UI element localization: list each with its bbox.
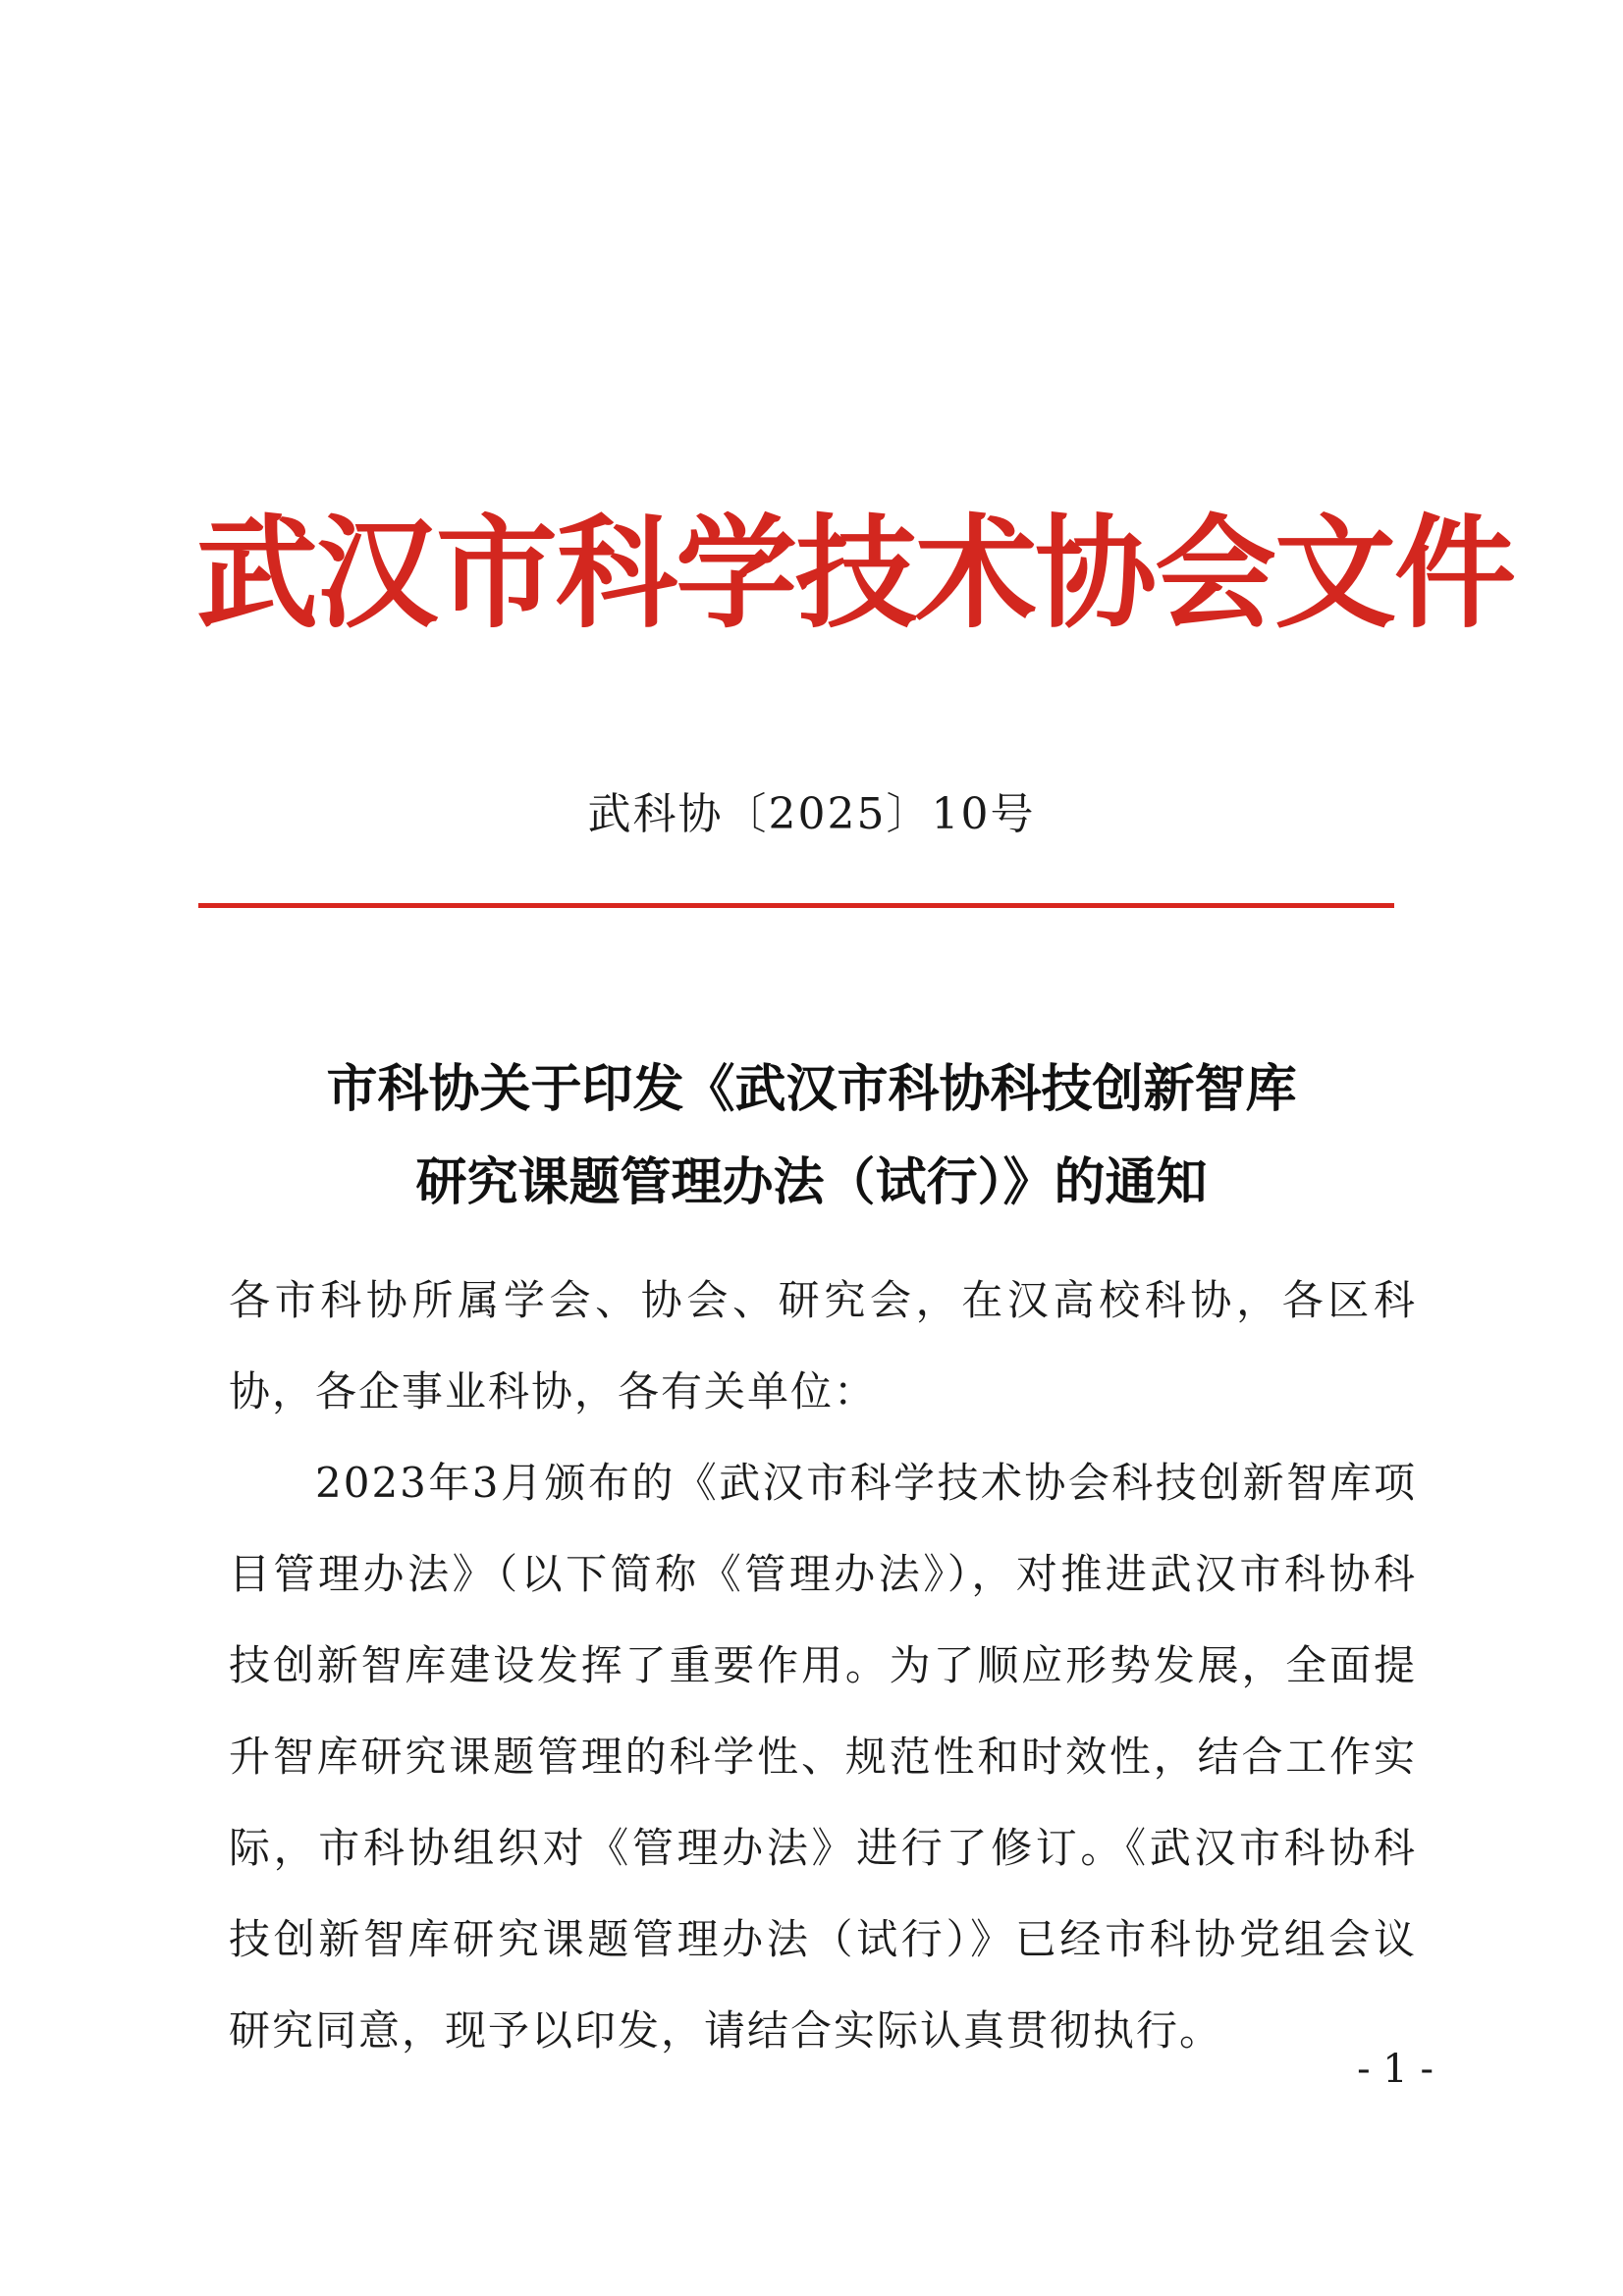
notice-body (229, 1255, 1417, 2076)
notice-title-line-2: 研究课题管理办法（试行）》的通知 (415, 1152, 1208, 1212)
document-number: 武科协〔2025〕10号 (587, 789, 1036, 839)
red-divider (198, 903, 1394, 908)
recipients-paragraph: 各市科协所属学会、协会、研究会，在汉高校科协，各区科协，各企事业科协，各有关单位： (229, 1276, 1417, 1415)
masthead-title: 武汉市科学技术协会文件 (196, 503, 1515, 645)
page-number: - 1 - (1357, 2047, 1434, 2092)
notice-title-line-1: 市科协关于印发《武汉市科协科技创新智库 (326, 1059, 1297, 1119)
notice-title (157, 1042, 1466, 1229)
body-paragraph-1: 2023年3月颁布的《武汉市科学技术协会科技创新智库项目管理办法》（以下简称《管理办法》），对推进武汉市科协科技创新智库建设发挥了重要作用。为了顺应形势发展，全面提升智库研究课题管理的科学性、规范性和时效性，结合工作实际，市科协组织对《管理办法》进行了修订。《武汉市科协科技创新智库研究课题管理办法（试行）》已经市科协党组会议研究同意，现予以印发，请结合实际认真贯彻执行。 (229, 1459, 1417, 2055)
